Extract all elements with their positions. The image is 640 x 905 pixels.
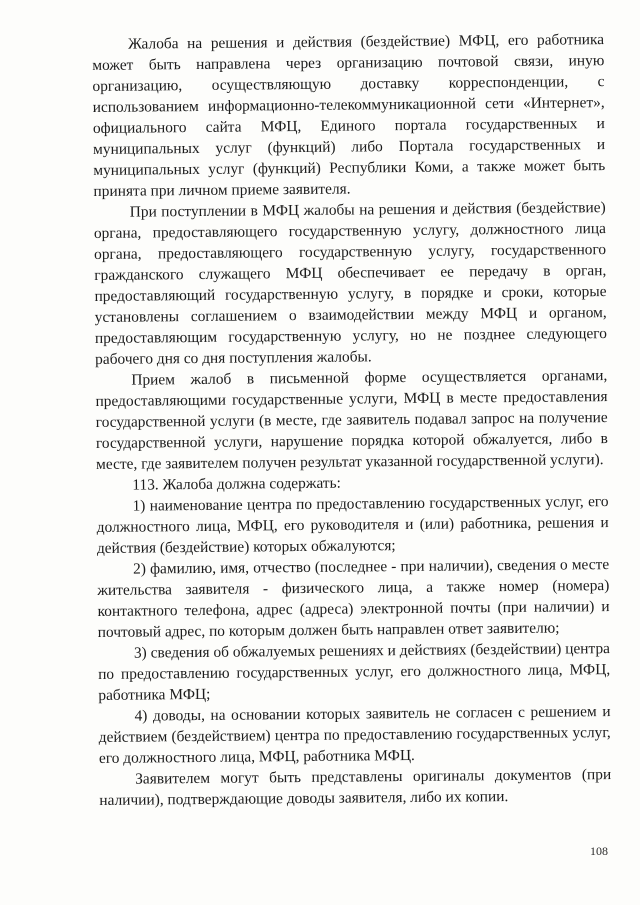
- page-number: 108: [590, 844, 608, 858]
- paragraph-complaint-forwarding: При поступлении в МФЦ жалобы на решения и действия (бездействие) органа, предоставляющего государственную услугу, должностного лица органа, предоставляющего государственную услугу, государственного гражданского служащего МФЦ обеспечивает ее передачу в орган, предоставляющий государственную услугу, в порядке и сроки, которые установлены соглашением о взаимодействии между МФЦ и органом, предоставляющим государственную услугу, но не позднее следующего рабочего дня со дня поступления жалобы.: [93, 199, 607, 368]
- paragraph-section-113: 113. Жалоба должна содержать:: [132, 474, 341, 494]
- paragraph-supporting-documents: Заявителем могут быть представлены оригиналы документов (при наличии), подтверждающие доводы заявителя, либо их копии.: [99, 766, 612, 809]
- paragraph-written-complaints: Прием жалоб в письменной форме осуществляется органами, предоставляющими государственные услуги, МФЦ в месте предоставления государственной услуги (в месте, где заявитель подавал запрос на получение государственной услуги, нарушение порядка которой обжалуется, либо в месте, где заявителем получен результат указанной государственной услуги).: [95, 367, 608, 473]
- list-item-1: 1) наименование центра по предоставлению государственных услуг, его должностного лица, МФЦ, его руководителя и (или) работника, решения и действия (бездействие) которых обжалуются;: [96, 493, 609, 557]
- document-body: [92, 29, 611, 811]
- list-item-3: 3) сведения об обжалуемых решениях и действиях (бездействии) центра по предоставлению государственных услуг, его должностного лица, МФЦ, работника МФЦ;: [98, 640, 611, 704]
- list-item-2: 2) фамилию, имя, отчество (последнее - при наличии), сведения о месте жительства заявителя - физического лица, а также номер (номера) контактного телефона, адрес (адреса) электронной почты (при наличии) и почтовый адрес, по которым должен быть направлен ответ заявителю;: [97, 556, 610, 641]
- paragraph-complaint-channels: Жалоба на решения и действия (бездействие) МФЦ, его работника может быть направлена через организацию почтовой связи, иную организацию, осуществляющую доставку корреспонденции, с использованием информационно-телекоммуникационной сети «Интернет», официального сайта МФЦ, Единого портала государственных и муниципальных услуг (функций) либо Портала государственных и муниципальных услуг (функций) Республики Коми, а также может быть принята при личном приеме заявителя.: [92, 31, 606, 200]
- list-item-4: 4) доводы, на основании которых заявитель не согласен с решением и действием (бездействием) центра по предоставлению государственных услуг, его должностного лица, МФЦ, работника МФЦ.: [98, 703, 611, 767]
